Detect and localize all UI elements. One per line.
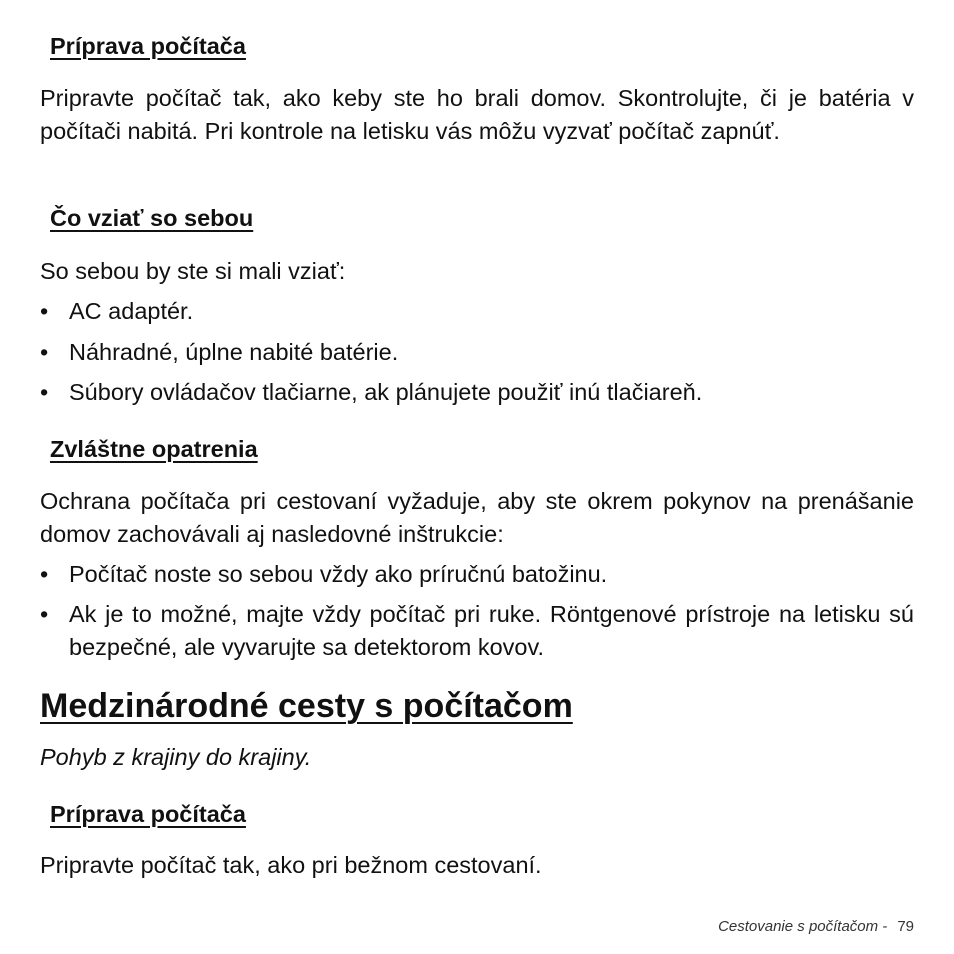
list-item: [40, 376, 914, 409]
section-heading-zvlastne-opatrenia: Zvláštne opatrenia: [50, 436, 258, 462]
bullet-symbol: •: [40, 379, 49, 405]
list-item-text: Ak je to možné, majte vždy počítač pri ruke. Röntgenové prístroje na letisku sú bezpečné, ale vyvarujte sa detektorom kovov.: [69, 601, 914, 660]
bullet-symbol: •: [40, 601, 49, 627]
section2-intro: So sebou by ste si mali vziať:: [40, 258, 346, 284]
page-number: 79: [897, 918, 914, 935]
bullet-symbol: •: [40, 298, 49, 324]
list-item: [40, 336, 914, 369]
page-footer: [718, 918, 914, 935]
list-item-text: Počítač noste so sebou vždy ako príručnú batožinu.: [69, 561, 608, 587]
bullet-symbol: •: [40, 339, 49, 365]
list-item: [40, 558, 914, 591]
bullet-symbol: •: [40, 561, 49, 587]
section4-paragraph: Pripravte počítač tak, ako pri bežnom cestovaní.: [40, 852, 542, 878]
list-item: [40, 598, 914, 664]
section-heading-priprava-pocitaca: Príprava počítača: [50, 33, 246, 59]
list-item-text: AC adaptér.: [69, 298, 194, 324]
chapter-title: Medzinárodné cesty s počítačom: [40, 687, 573, 725]
section1-paragraph: Pripravte počítač tak, ako keby ste ho brali domov. Skontrolujte, či je batéria v počítači nabitá. Pri kontrole na letisku vás môžu vyzvať počítač zapnúť.: [40, 85, 914, 144]
list-item: [40, 295, 914, 328]
section-heading-priprava-pocitaca-2: Príprava počítača: [50, 801, 246, 827]
list-item-text: Náhradné, úplne nabité batérie.: [69, 339, 399, 365]
footer-label: Cestovanie s počítačom -: [718, 918, 888, 935]
section-heading-co-viziat-so-sebou: Čo vziať so sebou: [50, 205, 254, 231]
section3-paragraph: Ochrana počítača pri cestovaní vyžaduje, aby ste okrem pokynov na prenášanie domov zachovávali aj nasledovné inštrukcie:: [40, 488, 914, 547]
list-item-text: Súbory ovládačov tlačiarne, ak plánujete použiť inú tlačiareň.: [69, 379, 703, 405]
chapter-subtitle: Pohyb z krajiny do krajiny.: [40, 744, 312, 770]
